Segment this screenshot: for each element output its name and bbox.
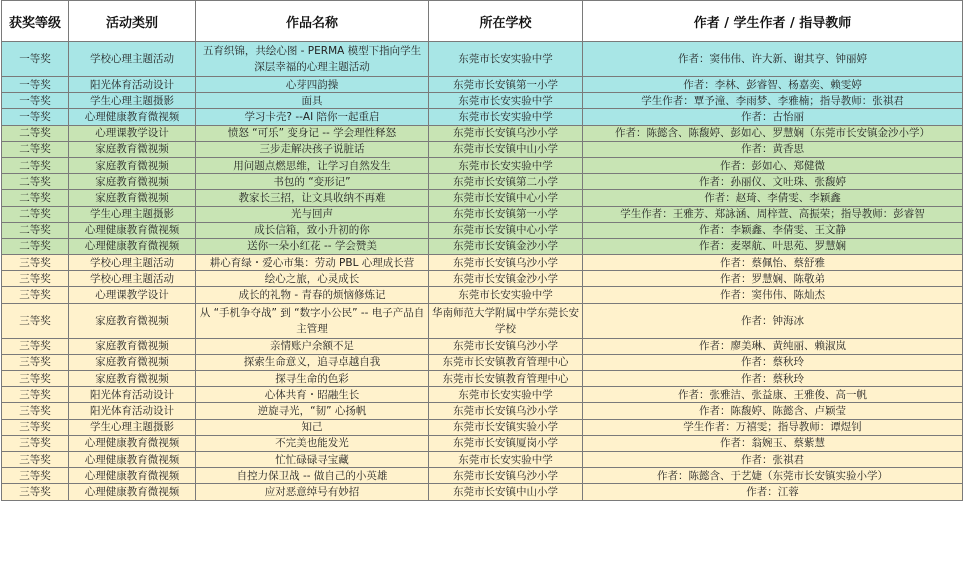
activity-category-cell: 心理健康教育微视频 [69,484,196,500]
work-title-cell: 五育织锦，共绘心图 - PERMA 模型下指向学生深层幸福的心理主题活动 [196,42,429,77]
school-cell: 东莞市长安镇实验小学 [429,419,583,435]
award-level-cell: 三等奖 [2,387,69,403]
activity-category-cell: 家庭教育微视频 [69,371,196,387]
activity-category-cell: 心理健康教育微视频 [69,222,196,238]
authors-cell: 作者：陈懿含、于艺婕（东莞市长安镇实验小学） [583,468,963,484]
authors-cell: 作者：陈懿含、陈馥婷、彭如心、罗慧娴（东莞市长安镇金沙小学） [583,125,963,141]
award-level-cell: 三等奖 [2,419,69,435]
work-title-cell: 书包的 “变形记” [196,174,429,190]
work-title-cell: 心体共育・昭融生长 [196,387,429,403]
authors-cell: 作者：张祺君 [583,451,963,467]
authors-cell: 作者：彭如心、郑健微 [583,157,963,173]
activity-category-cell: 阳光体育活动设计 [69,77,196,93]
authors-cell: 作者：翁婉玉、蔡紫慧 [583,435,963,451]
school-cell: 东莞市长安镇金沙小学 [429,271,583,287]
table-row [2,174,963,190]
school-cell: 东莞市长安实验中学 [429,109,583,125]
authors-cell: 作者：罗慧娴、陈敬弟 [583,271,963,287]
award-level-cell: 三等奖 [2,287,69,303]
authors-cell: 作者：张雅洁、张益康、王雅俊、高一帆 [583,387,963,403]
authors-cell: 学生作者：王雅芳、郑詠涵、周梓萱、高振荣；指导教师：彭睿智 [583,206,963,222]
work-title-cell: 成长信箱，致小升初的你 [196,222,429,238]
authors-cell: 作者：古怡丽 [583,109,963,125]
table-row [2,271,963,287]
work-title-cell: 探寻生命的色彩 [196,371,429,387]
header-row [2,1,963,42]
work-title-cell: 用问题点燃思维，让学习自然发生 [196,157,429,173]
work-title-cell: 不完美也能发光 [196,435,429,451]
school-cell: 东莞市长安镇教育管理中心 [429,354,583,370]
table-row [2,157,963,173]
school-cell: 东莞市长安实验中学 [429,387,583,403]
table-row [2,419,963,435]
award-level-cell: 一等奖 [2,42,69,77]
table-row [2,222,963,238]
authors-cell: 作者：江蓉 [583,484,963,500]
work-title-cell: 愤怒 “可乐” 变身记 -- 学会理性释怒 [196,125,429,141]
award-level-cell: 二等奖 [2,141,69,157]
school-cell: 东莞市长安镇第一小学 [429,206,583,222]
table-row [2,403,963,419]
school-cell: 东莞市长安镇第一小学 [429,77,583,93]
activity-category-cell: 心理健康教育微视频 [69,468,196,484]
work-title-cell: 绘心之旅，心灵成长 [196,271,429,287]
work-title-cell: 自控力保卫战 -- 做自己的小英雄 [196,468,429,484]
table-row [2,141,963,157]
authors-cell: 作者：赵琦、李倩雯、李颖鑫 [583,190,963,206]
work-title-cell: 探索生命意义，追寻卓越自我 [196,354,429,370]
table-row [2,206,963,222]
table-row [2,387,963,403]
authors-cell: 作者：廖美琳、黄纯丽、赖淑岚 [583,338,963,354]
activity-category-cell: 学校心理主题活动 [69,271,196,287]
award-level-cell: 二等奖 [2,206,69,222]
school-cell: 东莞市长安实验中学 [429,287,583,303]
school-cell: 东莞市长安实验中学 [429,42,583,77]
work-title-cell: 教家长三招，让文具收纳不再难 [196,190,429,206]
school-cell: 东莞市长安镇中心小学 [429,190,583,206]
table-body [2,42,963,501]
school-cell: 东莞市长安镇厦岗小学 [429,435,583,451]
activity-category-cell: 心理健康教育微视频 [69,109,196,125]
activity-category-cell: 心理课教学设计 [69,287,196,303]
work-title-cell: 送你一朵小红花 -- 学会赞美 [196,238,429,254]
activity-category-cell: 家庭教育微视频 [69,157,196,173]
award-level-cell: 三等奖 [2,451,69,467]
table-row [2,125,963,141]
award-level-cell: 二等奖 [2,222,69,238]
table-row [2,287,963,303]
award-level-cell: 二等奖 [2,190,69,206]
table-row [2,371,963,387]
table-row [2,190,963,206]
awards-table [1,0,963,501]
work-title-cell: 应对恶意绰号有妙招 [196,484,429,500]
authors-cell: 作者：孙丽仪、文吐珠、张馥婷 [583,174,963,190]
work-title-cell: 耕心育绿・爱心市集：劳动 PBL 心理成长营 [196,255,429,271]
activity-category-cell: 阳光体育活动设计 [69,403,196,419]
activity-category-cell: 家庭教育微视频 [69,174,196,190]
school-cell: 东莞市长安镇中心小学 [429,222,583,238]
table-row [2,435,963,451]
table-row [2,303,963,338]
award-level-cell: 三等奖 [2,371,69,387]
school-cell: 东莞市长安实验中学 [429,157,583,173]
school-cell: 东莞市长安镇乌沙小学 [429,403,583,419]
authors-cell: 作者：钟海冰 [583,303,963,338]
activity-category-cell: 学生心理主题摄影 [69,419,196,435]
work-title-cell: 知己 [196,419,429,435]
award-level-cell: 三等奖 [2,354,69,370]
authors-cell: 作者：麦翠航、叶思苑、罗慧娴 [583,238,963,254]
activity-category-cell: 家庭教育微视频 [69,141,196,157]
award-level-cell: 一等奖 [2,93,69,109]
activity-category-cell: 家庭教育微视频 [69,303,196,338]
activity-category-cell: 家庭教育微视频 [69,338,196,354]
activity-category-cell: 学生心理主题摄影 [69,206,196,222]
award-level-cell: 三等奖 [2,468,69,484]
authors-cell: 作者：陈馥婷、陈懿含、卢颖莹 [583,403,963,419]
table-row [2,451,963,467]
work-title-cell: 心芽四韵操 [196,77,429,93]
work-title-cell: 逆旋寻光，“韧” 心扬帆 [196,403,429,419]
school-cell: 东莞市长安镇乌沙小学 [429,125,583,141]
school-cell: 东莞市长安镇中山小学 [429,484,583,500]
award-level-cell: 二等奖 [2,238,69,254]
work-title-cell: 从 “手机争夺战” 到 “数字小公民” -- 电子产品自主管理 [196,303,429,338]
award-level-cell: 三等奖 [2,435,69,451]
award-level-cell: 三等奖 [2,338,69,354]
table-row [2,42,963,77]
authors-cell: 作者：李林、彭睿智、杨嘉奕、赖雯婷 [583,77,963,93]
table-row [2,109,963,125]
award-level-cell: 二等奖 [2,174,69,190]
school-cell: 华南师范大学附属中学东莞长安学校 [429,303,583,338]
school-cell: 东莞市长安实验中学 [429,93,583,109]
school-cell: 东莞市长安镇第二小学 [429,174,583,190]
activity-category-cell: 心理健康教育微视频 [69,451,196,467]
work-title-cell: 光与回声 [196,206,429,222]
authors-cell: 学生作者：覃予潼、李雨梦、李雅楠；指导教师：张祺君 [583,93,963,109]
header-award-level: 获奖等级 [2,1,69,42]
activity-category-cell: 阳光体育活动设计 [69,387,196,403]
school-cell: 东莞市长安镇中山小学 [429,141,583,157]
table-row [2,77,963,93]
activity-category-cell: 学校心理主题活动 [69,42,196,77]
table-row [2,484,963,500]
school-cell: 东莞市长安镇乌沙小学 [429,468,583,484]
authors-cell: 学生作者：万禧雯；指导教师：谭煜钊 [583,419,963,435]
work-title-cell: 忙忙碌碌寻宝藏 [196,451,429,467]
authors-cell: 作者：蔡秋玲 [583,371,963,387]
school-cell: 东莞市长安实验中学 [429,451,583,467]
award-level-cell: 三等奖 [2,255,69,271]
authors-cell: 作者：窦伟伟、陈灿杰 [583,287,963,303]
table-row [2,93,963,109]
activity-category-cell: 心理健康教育微视频 [69,435,196,451]
authors-cell: 作者：黄香思 [583,141,963,157]
award-level-cell: 二等奖 [2,157,69,173]
activity-category-cell: 学校心理主题活动 [69,255,196,271]
work-title-cell: 面具 [196,93,429,109]
award-level-cell: 一等奖 [2,77,69,93]
authors-cell: 作者：蔡佩怡、蔡舒雅 [583,255,963,271]
work-title-cell: 学习卡壳? --AI 陪你一起重启 [196,109,429,125]
work-title-cell: 成长的礼物 - 青春的烦恼修炼记 [196,287,429,303]
school-cell: 东莞市长安镇乌沙小学 [429,338,583,354]
activity-category-cell: 家庭教育微视频 [69,354,196,370]
work-title-cell: 亲情账户余额不足 [196,338,429,354]
school-cell: 东莞市长安镇金沙小学 [429,238,583,254]
activity-category-cell: 心理课教学设计 [69,125,196,141]
award-level-cell: 一等奖 [2,109,69,125]
header-work-title: 作品名称 [196,1,429,42]
award-level-cell: 二等奖 [2,125,69,141]
school-cell: 东莞市长安镇教育管理中心 [429,371,583,387]
activity-category-cell: 学生心理主题摄影 [69,93,196,109]
header-activity-category: 活动类别 [69,1,196,42]
award-level-cell: 三等奖 [2,303,69,338]
header-school: 所在学校 [429,1,583,42]
authors-cell: 作者：窦伟伟、许大新、谢其亨、钟丽婷 [583,42,963,77]
table-row [2,238,963,254]
school-cell: 东莞市长安镇乌沙小学 [429,255,583,271]
activity-category-cell: 家庭教育微视频 [69,190,196,206]
authors-cell: 作者：蔡秋玲 [583,354,963,370]
table-row [2,354,963,370]
header-authors: 作者 / 学生作者 / 指导教师 [583,1,963,42]
authors-cell: 作者：李颖鑫、李倩雯、王文静 [583,222,963,238]
award-level-cell: 三等奖 [2,403,69,419]
award-level-cell: 三等奖 [2,271,69,287]
work-title-cell: 三步走解决孩子说脏话 [196,141,429,157]
activity-category-cell: 心理健康教育微视频 [69,238,196,254]
table-row [2,468,963,484]
award-level-cell: 三等奖 [2,484,69,500]
table-row [2,338,963,354]
table-row [2,255,963,271]
